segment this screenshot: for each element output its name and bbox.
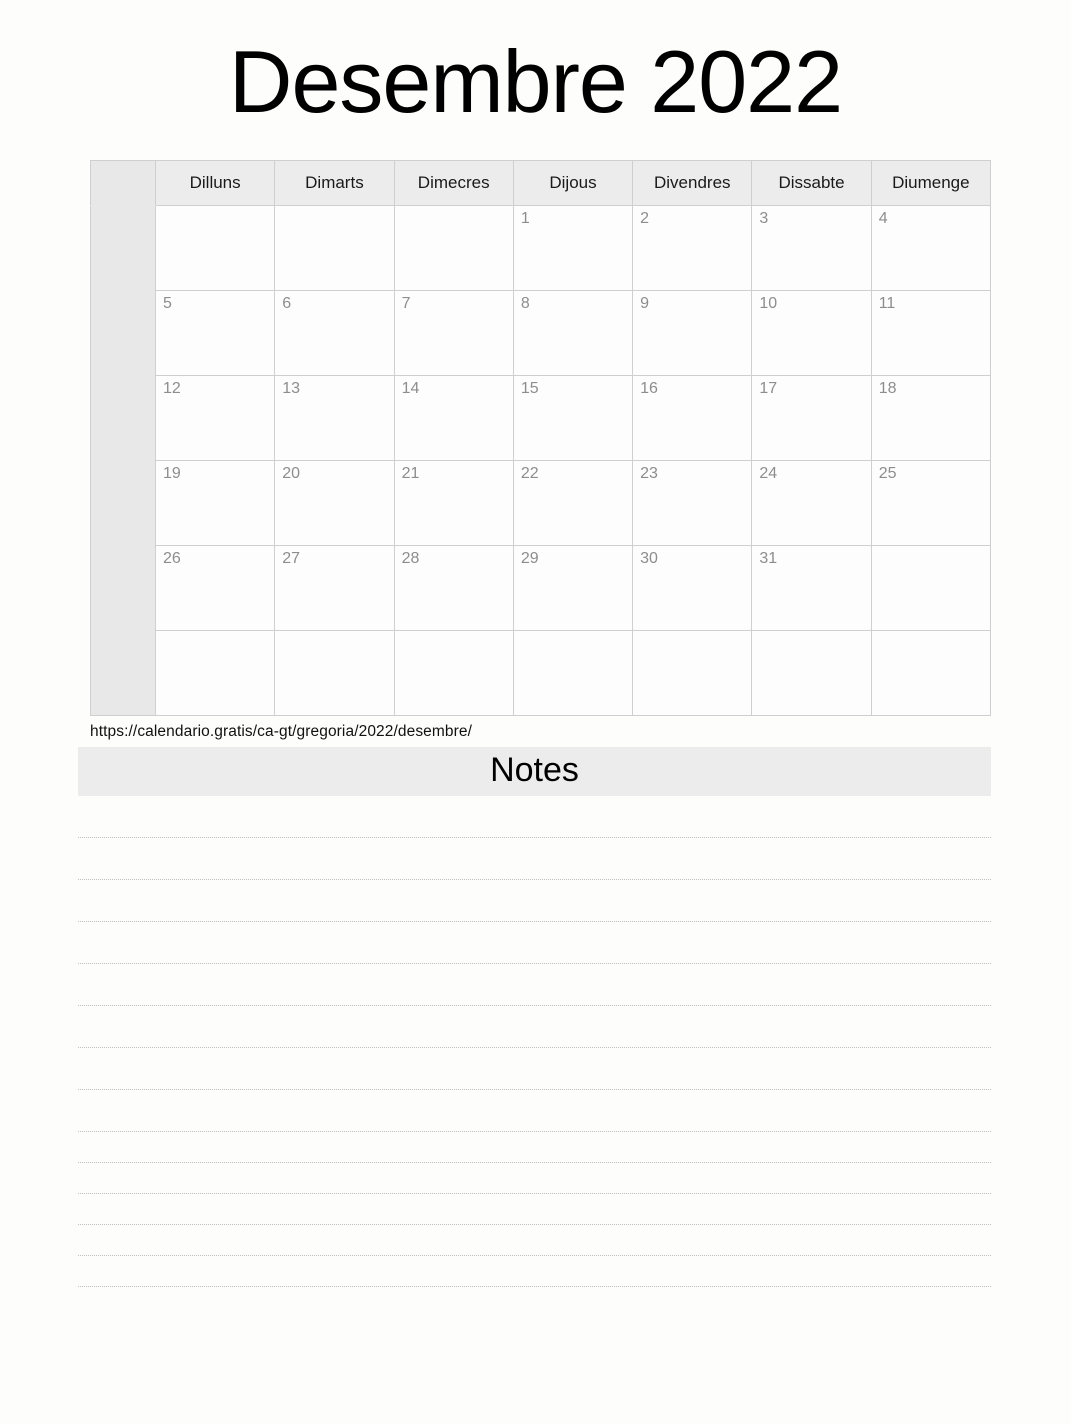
day-cell[interactable] xyxy=(752,631,871,716)
note-line[interactable] xyxy=(78,1132,991,1163)
day-cell[interactable] xyxy=(156,206,275,291)
day-number: 20 xyxy=(282,465,301,482)
source-url[interactable]: https://calendario.gratis/ca-gt/gregoria/2022/desembre/ xyxy=(90,723,473,740)
day-cell[interactable] xyxy=(752,376,871,461)
day-cell[interactable] xyxy=(394,546,513,631)
day-cell[interactable] xyxy=(633,546,752,631)
day-number: 29 xyxy=(520,550,539,567)
note-line[interactable] xyxy=(78,1048,991,1090)
day-cell[interactable] xyxy=(394,376,513,461)
weekday-header-monday: Dilluns xyxy=(156,161,275,206)
day-cell[interactable] xyxy=(394,631,513,716)
calendar-week-row xyxy=(91,206,991,291)
day-cell[interactable] xyxy=(871,546,990,631)
day-number xyxy=(395,206,513,211)
day-number: 7 xyxy=(401,295,411,312)
note-line[interactable] xyxy=(78,922,991,964)
weekday-header-tuesday: Dimarts xyxy=(275,161,394,206)
day-number: 6 xyxy=(282,295,292,312)
note-line[interactable] xyxy=(78,1163,991,1194)
day-number: 31 xyxy=(759,550,778,567)
calendar-container xyxy=(0,160,1071,716)
day-cell[interactable] xyxy=(275,291,394,376)
day-cell[interactable] xyxy=(633,631,752,716)
day-cell[interactable] xyxy=(871,461,990,546)
day-number: 27 xyxy=(282,550,301,567)
day-cell[interactable] xyxy=(633,376,752,461)
day-number: 25 xyxy=(878,465,897,482)
day-cell[interactable] xyxy=(275,546,394,631)
day-number xyxy=(872,546,990,551)
day-cell[interactable] xyxy=(871,206,990,291)
day-cell[interactable] xyxy=(752,291,871,376)
note-line[interactable] xyxy=(78,1006,991,1048)
day-number: 19 xyxy=(163,465,181,482)
day-cell[interactable] xyxy=(275,376,394,461)
day-number xyxy=(275,206,393,211)
calendar-body xyxy=(91,206,991,716)
notes-heading: Notes xyxy=(78,747,991,796)
day-cell[interactable] xyxy=(871,631,990,716)
weekday-header-friday: Divendres xyxy=(633,161,752,206)
month-grid xyxy=(90,160,991,716)
week-number-cell xyxy=(91,291,156,376)
week-number-cell xyxy=(91,376,156,461)
day-cell[interactable] xyxy=(752,461,871,546)
page-title: Desembre 2022 xyxy=(228,32,843,131)
week-number-cell xyxy=(91,461,156,546)
week-number-cell xyxy=(91,631,156,716)
day-number: 30 xyxy=(640,550,658,567)
note-line[interactable] xyxy=(78,1090,991,1132)
day-cell[interactable] xyxy=(156,461,275,546)
day-number: 23 xyxy=(640,465,658,482)
note-line[interactable] xyxy=(78,1256,991,1287)
day-cell[interactable] xyxy=(871,291,990,376)
day-number: 24 xyxy=(759,465,778,482)
note-line[interactable] xyxy=(78,1194,991,1225)
calendar-week-row xyxy=(91,376,991,461)
day-cell[interactable] xyxy=(752,206,871,291)
day-number xyxy=(872,631,990,636)
day-number: 5 xyxy=(163,295,172,312)
day-cell[interactable] xyxy=(156,546,275,631)
weekday-header-saturday: Dissabte xyxy=(752,161,871,206)
calendar-page xyxy=(0,32,1071,1424)
notes-section xyxy=(0,747,1071,1287)
day-cell[interactable] xyxy=(275,631,394,716)
calendar-week-row xyxy=(91,546,991,631)
day-cell[interactable] xyxy=(513,546,632,631)
day-cell[interactable] xyxy=(394,291,513,376)
day-number: 11 xyxy=(878,295,896,312)
day-number: 17 xyxy=(759,380,778,397)
day-cell[interactable] xyxy=(752,546,871,631)
calendar-week-row xyxy=(91,631,991,716)
day-number: 18 xyxy=(878,380,897,397)
day-number xyxy=(633,631,751,636)
day-number: 2 xyxy=(640,210,650,227)
day-cell[interactable] xyxy=(871,376,990,461)
day-number xyxy=(156,206,274,211)
day-number xyxy=(156,631,274,636)
day-number: 15 xyxy=(520,380,539,397)
day-number xyxy=(275,631,393,636)
day-cell[interactable] xyxy=(394,461,513,546)
day-number xyxy=(752,631,870,636)
day-number: 16 xyxy=(640,380,658,397)
day-number: 9 xyxy=(640,295,650,312)
note-line[interactable] xyxy=(78,838,991,880)
notes-lines xyxy=(78,796,991,1287)
day-cell[interactable] xyxy=(633,461,752,546)
day-number: 26 xyxy=(163,550,181,567)
day-number: 10 xyxy=(759,295,778,312)
day-number: 22 xyxy=(520,465,539,482)
day-number xyxy=(514,631,632,636)
calendar-week-row xyxy=(91,291,991,376)
weekday-header-wednesday: Dimecres xyxy=(394,161,513,206)
day-number: 1 xyxy=(520,210,530,227)
day-number: 28 xyxy=(401,550,420,567)
day-number: 13 xyxy=(282,380,301,397)
weekday-header-sunday: Diumenge xyxy=(871,161,990,206)
day-number: 14 xyxy=(401,380,420,397)
calendar-week-row xyxy=(91,461,991,546)
day-number: 12 xyxy=(163,380,181,397)
day-cell[interactable] xyxy=(513,376,632,461)
note-line[interactable] xyxy=(78,796,991,838)
day-cell[interactable] xyxy=(513,206,632,291)
day-cell[interactable] xyxy=(513,291,632,376)
day-cell[interactable] xyxy=(513,461,632,546)
note-line[interactable] xyxy=(78,880,991,922)
day-cell[interactable] xyxy=(275,461,394,546)
calendar-header-row xyxy=(91,161,991,206)
day-number: 4 xyxy=(878,210,888,227)
note-line[interactable] xyxy=(78,964,991,1006)
day-cell[interactable] xyxy=(275,206,394,291)
day-number: 8 xyxy=(520,295,530,312)
day-cell[interactable] xyxy=(156,631,275,716)
day-cell[interactable] xyxy=(633,291,752,376)
day-cell[interactable] xyxy=(156,376,275,461)
day-number: 3 xyxy=(759,210,769,227)
day-cell[interactable] xyxy=(513,631,632,716)
weekday-header-thursday: Dijous xyxy=(513,161,632,206)
week-number-cell xyxy=(91,546,156,631)
day-cell[interactable] xyxy=(156,291,275,376)
week-number-header xyxy=(91,161,156,206)
week-number-cell xyxy=(91,206,156,291)
day-cell[interactable] xyxy=(394,206,513,291)
note-line[interactable] xyxy=(78,1225,991,1256)
day-cell[interactable] xyxy=(633,206,752,291)
day-number: 21 xyxy=(401,465,420,482)
day-number xyxy=(395,631,513,636)
